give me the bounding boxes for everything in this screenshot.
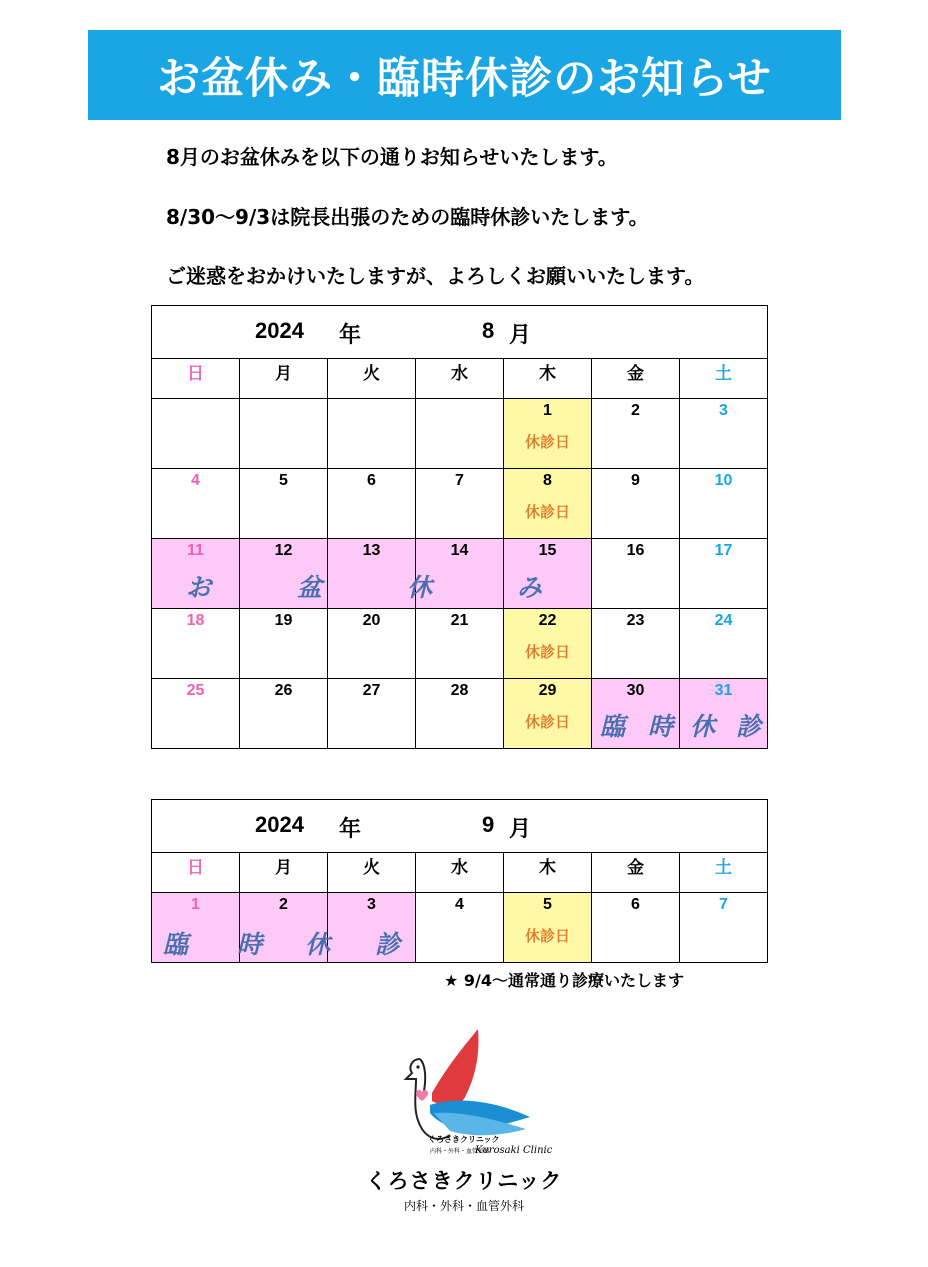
day-cell-aug-6 <box>328 469 416 539</box>
weekday-fri: 金 <box>592 359 680 399</box>
day-number: 16 <box>626 542 645 559</box>
day-number: 7 <box>719 896 728 913</box>
day-cell-aug-28 <box>416 679 504 749</box>
day-cell-sep-6 <box>592 893 680 963</box>
obon-char-4: み <box>517 573 543 602</box>
day-cell-empty <box>416 399 504 469</box>
obon-char-2: 盆 <box>297 573 323 602</box>
day-number: 25 <box>186 682 205 699</box>
day-cell-aug-16 <box>592 539 680 609</box>
sep-rinji-char-4: 診 <box>375 930 401 959</box>
weekday-sat: 土 <box>680 853 768 893</box>
day-number: 23 <box>626 612 645 629</box>
day-number: 4 <box>191 472 200 489</box>
day-cell-aug-8 <box>504 469 592 539</box>
day-cell-aug-5 <box>240 469 328 539</box>
day-number: 3 <box>367 896 376 913</box>
sep-rinji-char-1: 臨 <box>163 930 189 959</box>
september-calendar-title <box>152 800 768 853</box>
day-number: 18 <box>186 612 205 629</box>
weekday-wed: 水 <box>416 359 504 399</box>
day-cell-aug-21 <box>416 609 504 679</box>
day-number: 17 <box>714 542 733 559</box>
aug-rinji-char-4: 診 <box>736 712 762 741</box>
clinic-name: くろさきクリニック <box>365 1169 563 1193</box>
notice-banner <box>88 30 841 120</box>
resume-note: ★ 9/4～通常通り診療いたします <box>444 971 685 990</box>
day-number: 11 <box>187 542 204 559</box>
day-cell-aug-2 <box>592 399 680 469</box>
intro-text <box>166 142 704 321</box>
day-number: 21 <box>450 612 469 629</box>
day-number: 24 <box>714 612 733 629</box>
day-number: 2 <box>631 402 640 419</box>
day-cell-aug-17 <box>680 539 768 609</box>
weekday-tue: 火 <box>328 853 416 893</box>
day-cell-aug-29 <box>504 679 592 749</box>
day-cell-aug-7 <box>416 469 504 539</box>
day-cell-aug-1 <box>504 399 592 469</box>
day-cell-aug-23 <box>592 609 680 679</box>
closed-day-label: 休診日 <box>524 504 570 521</box>
aug-rinji-char-2: 時 <box>648 712 674 741</box>
day-number: 4 <box>455 896 464 913</box>
banner-title: お盆休み・臨時休診のお知らせ <box>157 53 772 104</box>
obon-char-3: 休 <box>407 573 433 602</box>
september-year-unit: 年 <box>339 816 362 841</box>
clinic-departments: 内科・外科・血管外科 <box>403 1199 524 1213</box>
day-number: 27 <box>362 682 381 699</box>
weekday-sat: 土 <box>680 359 768 399</box>
day-cell-aug-4 <box>152 469 240 539</box>
day-cell-aug-25 <box>152 679 240 749</box>
day-cell-aug-18 <box>152 609 240 679</box>
august-month-unit: 月 <box>509 322 532 347</box>
day-number: 29 <box>538 682 557 699</box>
august-calendar <box>151 305 768 749</box>
day-number: 5 <box>543 896 552 913</box>
day-cell-aug-27 <box>328 679 416 749</box>
day-number: 9 <box>631 472 640 489</box>
day-cell-aug-24 <box>680 609 768 679</box>
day-number: 26 <box>274 682 293 699</box>
september-month: 9 <box>482 812 495 837</box>
intro-line-1: 8月のお盆休みを以下の通りお知らせいたします。 <box>166 145 618 169</box>
weekday-thu: 木 <box>504 853 592 893</box>
august-month: 8 <box>482 318 495 343</box>
day-number: 13 <box>362 542 381 559</box>
day-number: 31 <box>714 682 733 699</box>
day-cell-sep-5 <box>504 893 592 963</box>
day-cell-sep-3 <box>328 893 416 963</box>
intro-line-3: ご迷惑をおかけいたしますが、よろしくお願いいたします。 <box>166 264 705 288</box>
august-year-unit: 年 <box>339 322 362 347</box>
day-number: 28 <box>450 682 469 699</box>
day-number: 15 <box>538 542 557 559</box>
september-month-unit: 月 <box>509 816 532 841</box>
weekday-tue: 火 <box>328 359 416 399</box>
august-calendar-title <box>152 306 768 359</box>
logo-english-name: Kurosaki Clinic <box>475 1145 553 1156</box>
day-cell-aug-3 <box>680 399 768 469</box>
day-cell-empty <box>152 399 240 469</box>
day-number: 2 <box>279 896 288 913</box>
day-number: 8 <box>543 472 552 489</box>
aug-rinji-char-3: 休 <box>690 712 716 741</box>
closed-day-label: 休診日 <box>524 928 570 945</box>
day-number: 14 <box>450 542 469 559</box>
day-number: 30 <box>626 682 645 699</box>
day-number: 1 <box>543 402 552 419</box>
sep-rinji-char-2: 時 <box>237 930 263 959</box>
day-cell-aug-13 <box>328 539 416 609</box>
day-number: 1 <box>191 896 200 913</box>
day-cell-aug-19 <box>240 609 328 679</box>
day-number: 5 <box>279 472 288 489</box>
day-number: 6 <box>631 896 640 913</box>
intro-line-2: 8/30～9/3は院長出張のための臨時休診いたします。 <box>166 205 649 229</box>
day-number: 3 <box>719 402 728 419</box>
day-cell-empty <box>240 399 328 469</box>
day-number: 19 <box>274 612 293 629</box>
sep-rinji-char-3: 休 <box>305 930 331 959</box>
aug-rinji-char-1: 臨 <box>600 712 626 741</box>
day-number: 10 <box>714 472 733 489</box>
day-number: 7 <box>455 472 464 489</box>
obon-char-1: お <box>186 573 212 602</box>
logo-small-name: くろさきクリニック <box>428 1135 500 1144</box>
day-number: 6 <box>367 472 376 489</box>
logo-tiny-departments: 内科・外科・血管外科 <box>430 1148 491 1155</box>
day-number: 20 <box>362 612 381 629</box>
day-cell-sep-4 <box>416 893 504 963</box>
weekday-sun: 日 <box>152 853 240 893</box>
day-cell-aug-20 <box>328 609 416 679</box>
day-number: 22 <box>538 612 557 629</box>
weekday-fri: 金 <box>592 853 680 893</box>
day-number: 12 <box>274 542 293 559</box>
closed-day-label: 休診日 <box>524 434 570 451</box>
weekday-wed: 水 <box>416 853 504 893</box>
day-cell-sep-7 <box>680 893 768 963</box>
day-cell-empty <box>328 399 416 469</box>
closed-day-label: 休診日 <box>524 714 570 731</box>
september-year: 2024 <box>255 812 304 837</box>
day-cell-aug-26 <box>240 679 328 749</box>
clinic-logo-icon <box>360 1025 570 1225</box>
weekday-mon: 月 <box>240 853 328 893</box>
day-cell-aug-9 <box>592 469 680 539</box>
closed-day-label: 休診日 <box>524 644 570 661</box>
day-cell-aug-10 <box>680 469 768 539</box>
weekday-thu: 木 <box>504 359 592 399</box>
weekday-mon: 月 <box>240 359 328 399</box>
august-year: 2024 <box>255 318 304 343</box>
weekday-sun: 日 <box>152 359 240 399</box>
day-cell-aug-22 <box>504 609 592 679</box>
